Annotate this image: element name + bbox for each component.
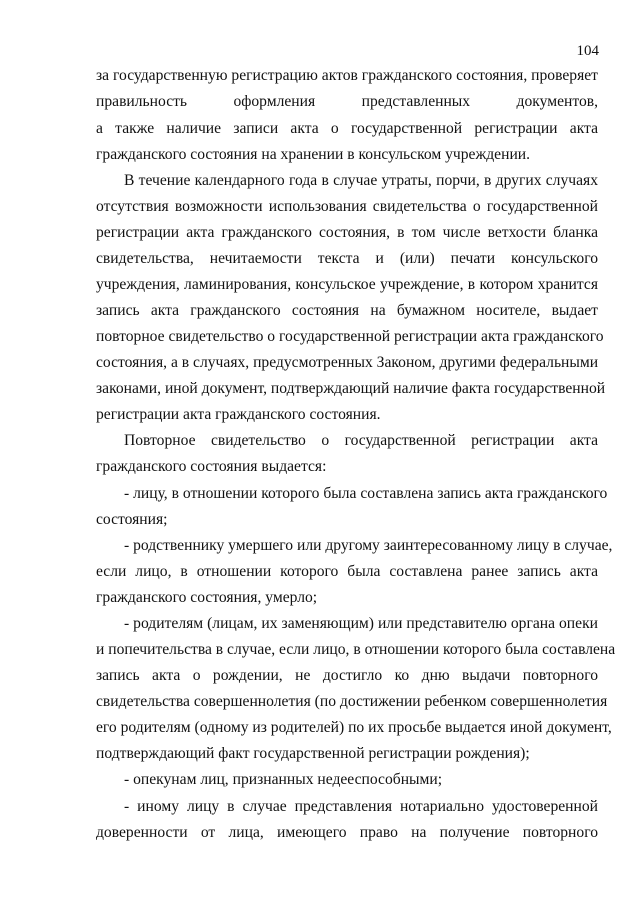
text-line: В течение календарного года в случае утраты, порчи, в других случаях xyxy=(124,172,598,189)
text-line: а также наличие записи акта о государственной регистрации акта xyxy=(96,120,598,137)
text-line: повторное свидетельство о государственной регистрации акта гражданского xyxy=(96,328,604,345)
text-line: его родителям (одному из родителей) по их просьбе выдается иной документ, xyxy=(96,719,612,736)
text-line: регистрации акта гражданского состояния, в том числе ветхости бланка xyxy=(96,224,598,241)
text-line: запись акта о рождении, не достигло ко дню выдачи повторного xyxy=(96,667,598,684)
list-item: - опекунам лиц, признанных недееспособными; xyxy=(124,771,443,788)
list-item: - родственнику умершего или другому заинтересованному лицу в случае, xyxy=(124,537,613,554)
text-line: правильность оформления представленных документов, xyxy=(96,93,598,110)
list-item: - иному лицу в случае представления нотариально удостоверенной xyxy=(124,798,598,815)
list-item: - лицу, в отношении которого была составлена запись акта гражданского xyxy=(124,485,608,502)
text-line: и попечительства в случае, если лицо, в отношении которого была составлена xyxy=(96,641,616,658)
text-line: учреждения, ламинирования, консульское учреждение, в котором хранится xyxy=(96,276,598,293)
text-line: за государственную регистрацию актов гражданского состояния, проверяет xyxy=(96,67,598,84)
text-line: состояния; xyxy=(96,511,168,528)
text-line: отсутствия возможности использования свидетельства о государственной xyxy=(96,198,598,215)
text-line: запись акта гражданского состояния на бумажном носителе, выдает xyxy=(96,302,598,319)
text-line: гражданского состояния, умерло; xyxy=(96,589,318,606)
page-number: 104 xyxy=(576,43,599,59)
text-line: регистрации акта гражданского состояния. xyxy=(96,406,381,423)
text-line: доверенности от лица, имеющего право на получение повторного xyxy=(96,824,598,841)
text-line: гражданского состояния на хранении в консульском учреждении. xyxy=(96,146,531,163)
text-line: свидетельства, нечитаемости текста и (или) печати консульского xyxy=(96,250,598,267)
text-line: состояния, а в случаях, предусмотренных Законом, другими федеральными xyxy=(96,354,599,371)
list-item: - родителям (лицам, их заменяющим) или представителю органа опеки xyxy=(124,615,598,632)
text-line: подтверждающий факт государственной регистрации рождения); xyxy=(96,745,530,762)
text-line: если лицо, в отношении которого была составлена ранее запись акта xyxy=(96,563,598,580)
text-line: свидетельства совершеннолетия (по достижении ребенком совершеннолетия xyxy=(96,693,608,710)
text-line: гражданского состояния выдается: xyxy=(96,458,327,475)
text-line: законами, иной документ, подтверждающий наличие факта государственной xyxy=(96,380,606,397)
text-line: Повторное свидетельство о государственной регистрации акта xyxy=(124,432,598,449)
